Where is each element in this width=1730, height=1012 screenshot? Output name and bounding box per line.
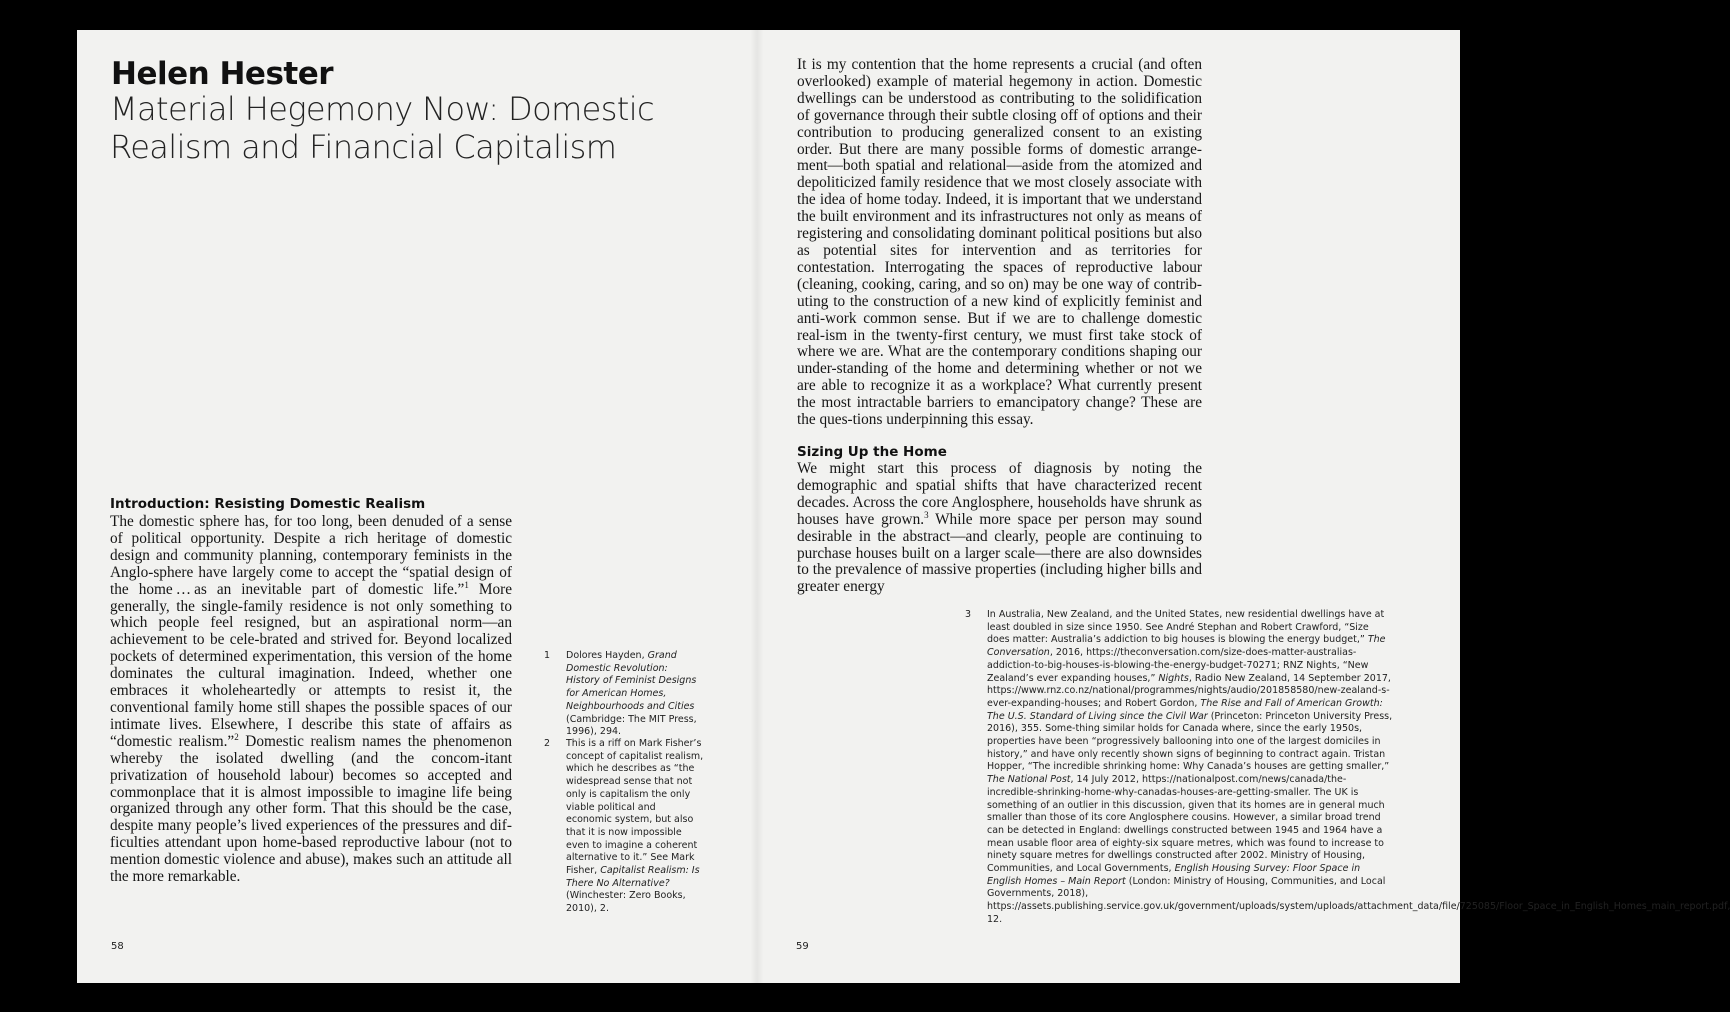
footnote-2: This is a riff on Mark Fisher’s concept of capitalist realism, which he describes as “the widespread sense that not only is capitalism the only viable political and economic system, but also that it is now impossible even to imagine a coherent alternative to it.” See Mark Fisher, Capitalist Realism: Is There No Alternative? (Winchester: Zero Books, 2010), 2. xyxy=(566,738,704,915)
footnote-number: 2 xyxy=(544,738,551,749)
footnote-3: In Australia, New Zealand, and the United States, new residential dwellings have at least doubled in size since 1950. See André Stephan and Robert Crawford, “Size does matter: Australia’s addiction to big houses is blowing the energy budget,” The Conversation, 2016, https://theconversation.com/size-does-matter-australias-addiction-to-big-houses-is-blowing-the-energy-budget-70271; RNZ Nights, “New Zealand’s ever expanding houses,” Nights, Radio New Zealand, 14 September 2017, https://www.rnz.co.nz/national/programmes/nights/audio/201858580/new-zealand-s-ever-expanding-houses; and Robert Gordon, The Rise and Fall of American Growth: The U.S. Standard of Living since the Civil War (Princeton: Princeton University Press, 2016), 355. Some-thing similar holds for Canada where, since the early 1950s, properties have been “progressively ballooning into one of the largest domiciles in history,” and have only recently shown signs of beginning to contract again. Tristan Hopper, “The incredible shrinking home: Why Canada’s houses are getting smaller,” The National Post, 14 July 2012, https://nationalpost.com/news/canada/the-incredible-shrinking-home-why-canadas-houses-are-getting-smaller. The UK is something of an outlier in this discussion, given that its homes are in general much smaller than those of its core Anglosphere cousins. However, a similar broad trend can be detected in England: dwellings constructed between 1945 and 1964 have a mean usable floor area of eighty-six square metres, which was found to increase to ninety square metres for dwellings constructed after 2002. Ministry of Housing, Communities, and Local Governments, English Housing Survey: Floor Space in English Homes – Main Report (London: Ministry of Housing, Communities, and Local Governments, 2018), https://assets.publishing.service.gov.uk/government/uploads/system/uploads/attachment_data/file/725085/Floor_Space_in_English_Homes_main_report.pdf, 12. xyxy=(987,609,1730,925)
footnote-ref-2: 2 xyxy=(234,731,239,742)
page-number-right: 59 xyxy=(796,941,809,952)
opening-paragraph: It is my contention that the home represents a crucial (and often overlooked) example of material hegemony in action. Domestic dwellings can be understood as contributing to the solidification of governance through their subtle closing off of options and their contribution to producing generalized consent to an existing order. But there are many possible forms of domestic arrange-ment—both spatial and relational—aside from the atomized and depoliticized family residence that we most closely associate with the idea of home today. Indeed, it is important that we understand the built environment and its infrastructures not only as means of registering and consolidating dominant political positions but also as potential sites for intervention and as territories for contestation. Interrogating the spaces of reproductive labour (cleaning, cooking, caring, and so on) may be one way of contrib-uting to the construction of a new kind of explicitly feminist and anti-work common sense. But if we are to challenge domestic real-ism in the twenty-first century, we must first take stock of where we are. What are the contemporary conditions shaping our under-standing of the home and determining whether or not we are able to recognize it as a workplace? What currently present the most intractable barriers to emancipatory change? These are the ques-tions underpinning this essay. xyxy=(797,56,1202,429)
gutter-shadow xyxy=(750,30,764,983)
essay-title: Material Hegemony Now: Domestic Realism and Financial Capitalism xyxy=(110,90,655,166)
footnote-number: 1 xyxy=(544,650,551,661)
section-heading-introduction: Introduction: Resisting Domestic Realism xyxy=(110,496,426,512)
section-heading-sizing: Sizing Up the Home xyxy=(797,444,947,460)
footnote-1: Dolores Hayden, Grand Domestic Revolution: History of Feminist Designs for American Homes, Neighbourhoods and Cities (Cambridge: The MIT Press, 1996), 294. xyxy=(566,650,697,738)
introduction-paragraph: The domestic sphere has, for too long, been denuded of a sense of political opportunity. Despite a rich heritage of domestic design and community planning, contemporary feminists in the Anglo-sphere have largely come to accept the “spatial design of the home … as an inevitable part of domestic life.”$^1$ More generally, the single-family residence is not only something to which people feel resigned, but an aspirational norm—an achievement to be cele-brated and strived for. Beyond localized pockets of determined experimentation, this version of the home dominates the cultural imagination. Indeed, whether one embraces it wholeheartedly or attempts to resist it, the conventional family home still shapes the possible spaces of our intimate lives. Elsewhere, I describe this state of affairs as “domestic realism.”$^2$ Domestic realism names the phenomenon whereby the isolated dwelling (and the concom-itant privatization of household labour) becomes so accepted and commonplace that it is almost impossible to imagine life being organized through any other form. That this should be the case, despite many people’s lived experiences of the pressures and dif-ficulties attendant upon home-based reproductive labour (not to mention domestic violence and abuse), makes such an attitude all the more remarkable. xyxy=(110,513,512,886)
footnote-ref-1: 1 xyxy=(464,579,469,590)
book-spread xyxy=(77,30,1730,983)
author-name: Helen Hester xyxy=(111,56,334,92)
sizing-paragraph: We might start this process of diagnosis by noting the demographic and spatial shifts that have characterized recent decades. Across the core Anglosphere, households have shrunk as houses have grown.$^3$ While more space per person may sound desirable in the abstract—and clearly, people are continuing to purchase houses built on a larger scale—there are also downsides to the prevalence of massive properties (including higher bills and greater energy xyxy=(797,460,1203,596)
footnote-number: 3 xyxy=(965,609,972,620)
footnote-ref-3: 3 xyxy=(924,509,929,520)
page-number-left: 58 xyxy=(111,941,124,952)
